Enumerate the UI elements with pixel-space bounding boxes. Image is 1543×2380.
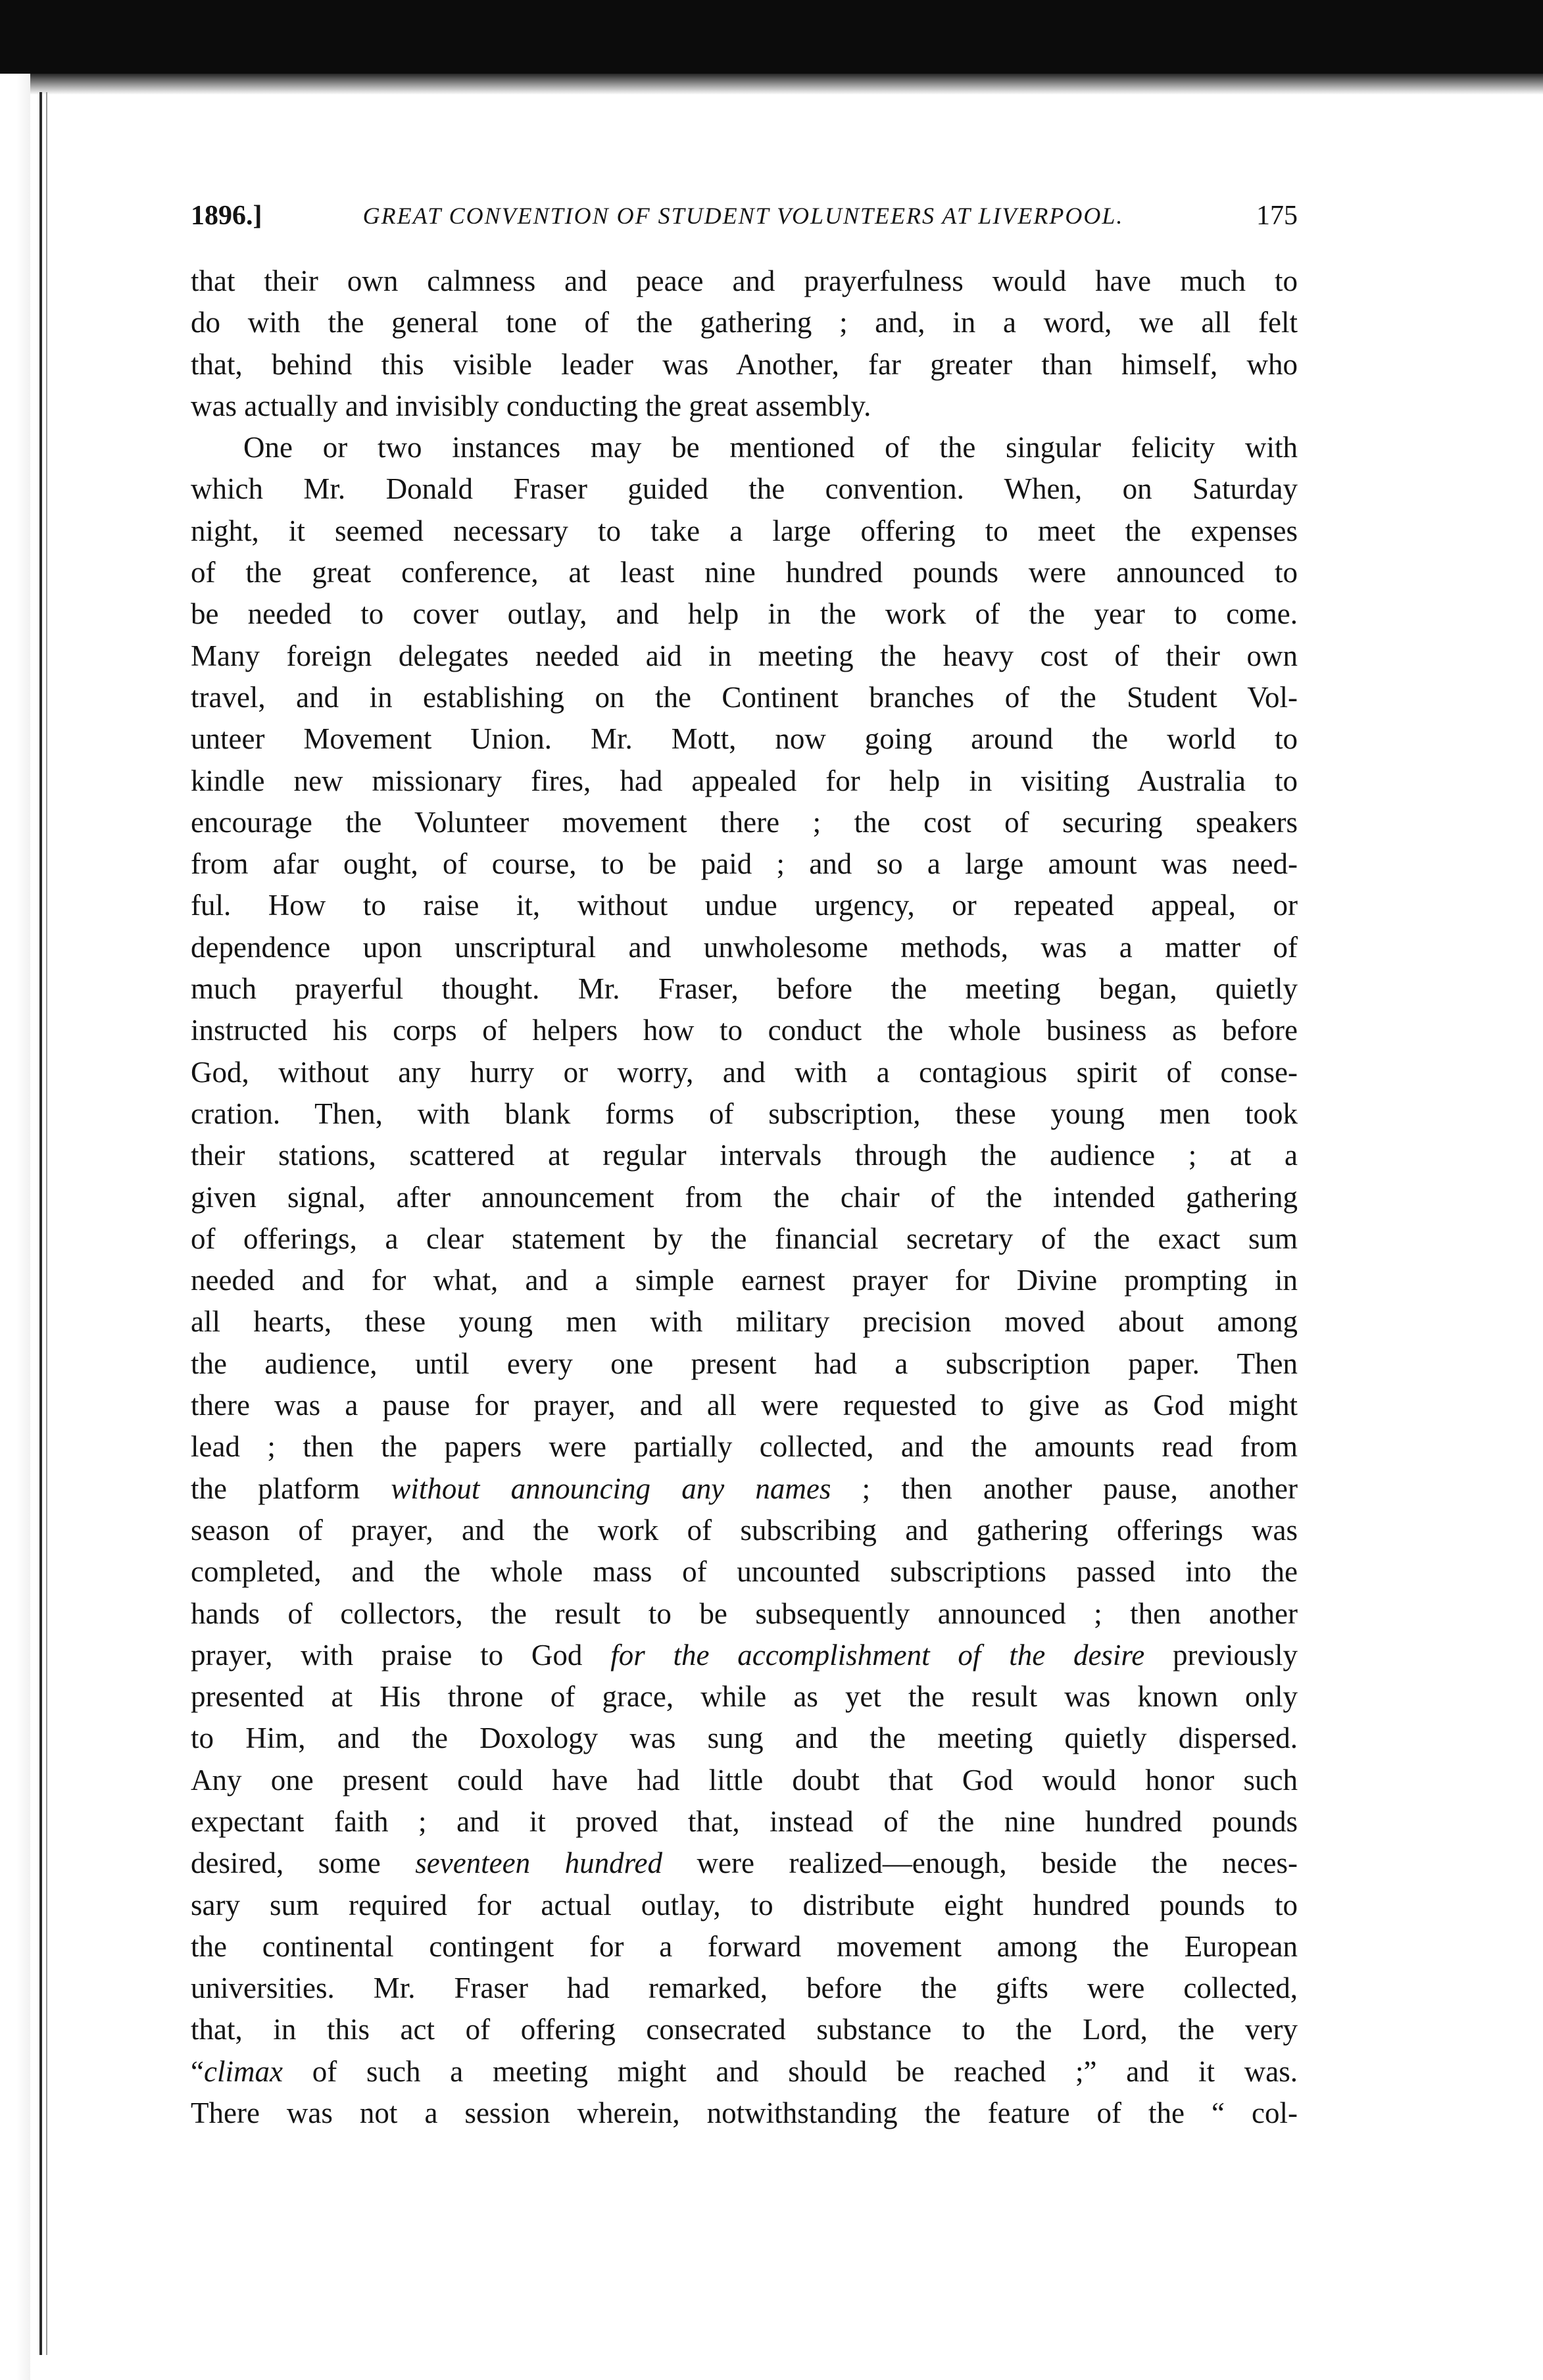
text-segment: of such a meeting might and should be reached ;” and it was. [282, 2054, 1298, 2088]
text-line: Any one present could have had little doubt that God would honor such [191, 1763, 1298, 1797]
text-line: travel, and in establishing on the Continent branches of the Student Vol- [191, 680, 1298, 714]
text-line-with-italic [191, 2051, 1298, 2093]
text-line: be needed to cover outlay, and help in the work of the year to come. [191, 597, 1298, 631]
italic-emphasis: seventeen hundred [415, 1847, 662, 1880]
text-line: of the great conference, at least nine hundred pounds were announced to [191, 556, 1298, 589]
text-line: that their own calmness and peace and prayerfulness would have much to [191, 264, 1298, 297]
page-number: 175 [1256, 201, 1298, 231]
text-line: to Him, and the Doxology was sung and the meeting quietly dispersed. [191, 1722, 1298, 1755]
header-year: 1896.] [191, 201, 262, 231]
article-body [191, 260, 1298, 2134]
text-line: their stations, scattered at regular intervals through the audience ; at a [191, 1139, 1298, 1172]
text-line: season of prayer, and the work of subscribing and gathering offerings was [191, 1513, 1298, 1547]
text-line: do with the general tone of the gathering ; and, in a word, we all felt [191, 306, 1298, 339]
text-segment: previously [1144, 1638, 1298, 1672]
scan-left-margin [0, 74, 30, 2380]
text-line-with-italic [191, 1843, 1298, 1884]
text-line: unteer Movement Union. Mr. Mott, now going around the world to [191, 722, 1298, 756]
scan-top-shadow [0, 71, 1543, 95]
text-line: kindle new missionary fires, had appealed for help in visiting Australia to [191, 764, 1298, 797]
text-line: cration. Then, with blank forms of subscription, these young men took [191, 1097, 1298, 1130]
text-segment: were realized—enough, beside the neces- [662, 1847, 1298, 1880]
text-line: sary sum required for actual outlay, to distribute eight hundred pounds to [191, 1888, 1298, 1921]
text-line: all hearts, these young men with military precision moved about among [191, 1305, 1298, 1339]
text-line: There was not a session wherein, notwithstanding the feature of the “ col- [191, 2096, 1298, 2130]
text-line-with-italic [191, 1635, 1298, 1676]
text-line: the audience, until every one present had a subscription paper. Then [191, 1347, 1298, 1380]
italic-emphasis: without announcing any names [391, 1472, 831, 1505]
text-line: expectant faith ; and it proved that, instead of the nine hundred pounds [191, 1804, 1298, 1838]
text-line: completed, and the whole mass of uncounted subscriptions passed into the [191, 1555, 1298, 1589]
text-line: presented at His throne of grace, while as yet the result was known only [191, 1680, 1298, 1714]
text-segment: prayer, with praise to God [191, 1638, 583, 1672]
text-line: there was a pause for prayer, and all were requested to give as God might [191, 1389, 1298, 1422]
text-line: was actually and invisibly conducting the great assembly. [191, 389, 871, 422]
text-line-with-italic [191, 1468, 1298, 1510]
page-binding-edge [39, 92, 42, 2355]
italic-emphasis: climax [203, 2054, 283, 2088]
text-line: of offerings, a clear statement by the financial secretary of the exact sum [191, 1222, 1298, 1255]
text-line: which Mr. Donald Fraser guided the convention. When, on Saturday [191, 472, 1298, 506]
text-line: lead ; then the papers were partially collected, and the amounts read from [191, 1430, 1298, 1464]
text-line: God, without any hurry or worry, and with a contagious spirit of conse- [191, 1055, 1298, 1089]
text-line: needed and for what, and a simple earnest prayer for Divine prompting in [191, 1264, 1298, 1297]
text-line: that, behind this visible leader was Another, far greater than himself, who [191, 347, 1298, 381]
text-line: Many foreign delegates needed aid in meeting the heavy cost of their own [191, 639, 1298, 672]
text-line: instructed his corps of helpers how to conduct the whole business as before [191, 1014, 1298, 1047]
text-line: ful. How to raise it, without undue urgency, or repeated appeal, or [191, 889, 1298, 922]
paragraph-start-line: One or two instances may be mentioned of the singular felicity with [243, 431, 1298, 464]
text-line: given signal, after announcement from the chair of the intended gathering [191, 1180, 1298, 1214]
running-header [191, 196, 1298, 236]
text-line: universities. Mr. Fraser had remarked, before the gifts were collected, [191, 1971, 1298, 2005]
text-line: the continental contingent for a forward movement among the European [191, 1929, 1298, 1963]
text-segment: “ [191, 2054, 204, 2088]
text-line: encourage the Volunteer movement there ; the cost of securing speakers [191, 805, 1298, 839]
text-line: dependence upon unscriptural and unwholesome methods, was a matter of [191, 930, 1298, 964]
scan-top-border [0, 0, 1543, 74]
page-binding-edge-secondary [46, 92, 47, 2355]
text-segment: ; then another pause, another [831, 1472, 1298, 1505]
text-line: night, it seemed necessary to take a large offering to meet the expenses [191, 514, 1298, 547]
text-line: that, in this act of offering consecrated substance to the Lord, the very [191, 2013, 1298, 2046]
header-title: GREAT CONVENTION OF STUDENT VOLUNTEERS AT LIVERPOOL. [362, 203, 1124, 229]
text-line: hands of collectors, the result to be subsequently announced ; then another [191, 1597, 1298, 1630]
text-segment: the platform [191, 1472, 360, 1505]
text-line: from afar ought, of course, to be paid ; and so a large amount was need- [191, 847, 1298, 881]
italic-emphasis: for the accomplishment of the desire [610, 1638, 1145, 1672]
text-line: much prayerful thought. Mr. Fraser, before the meeting began, quietly [191, 972, 1298, 1006]
text-segment: desired, some [191, 1847, 381, 1880]
